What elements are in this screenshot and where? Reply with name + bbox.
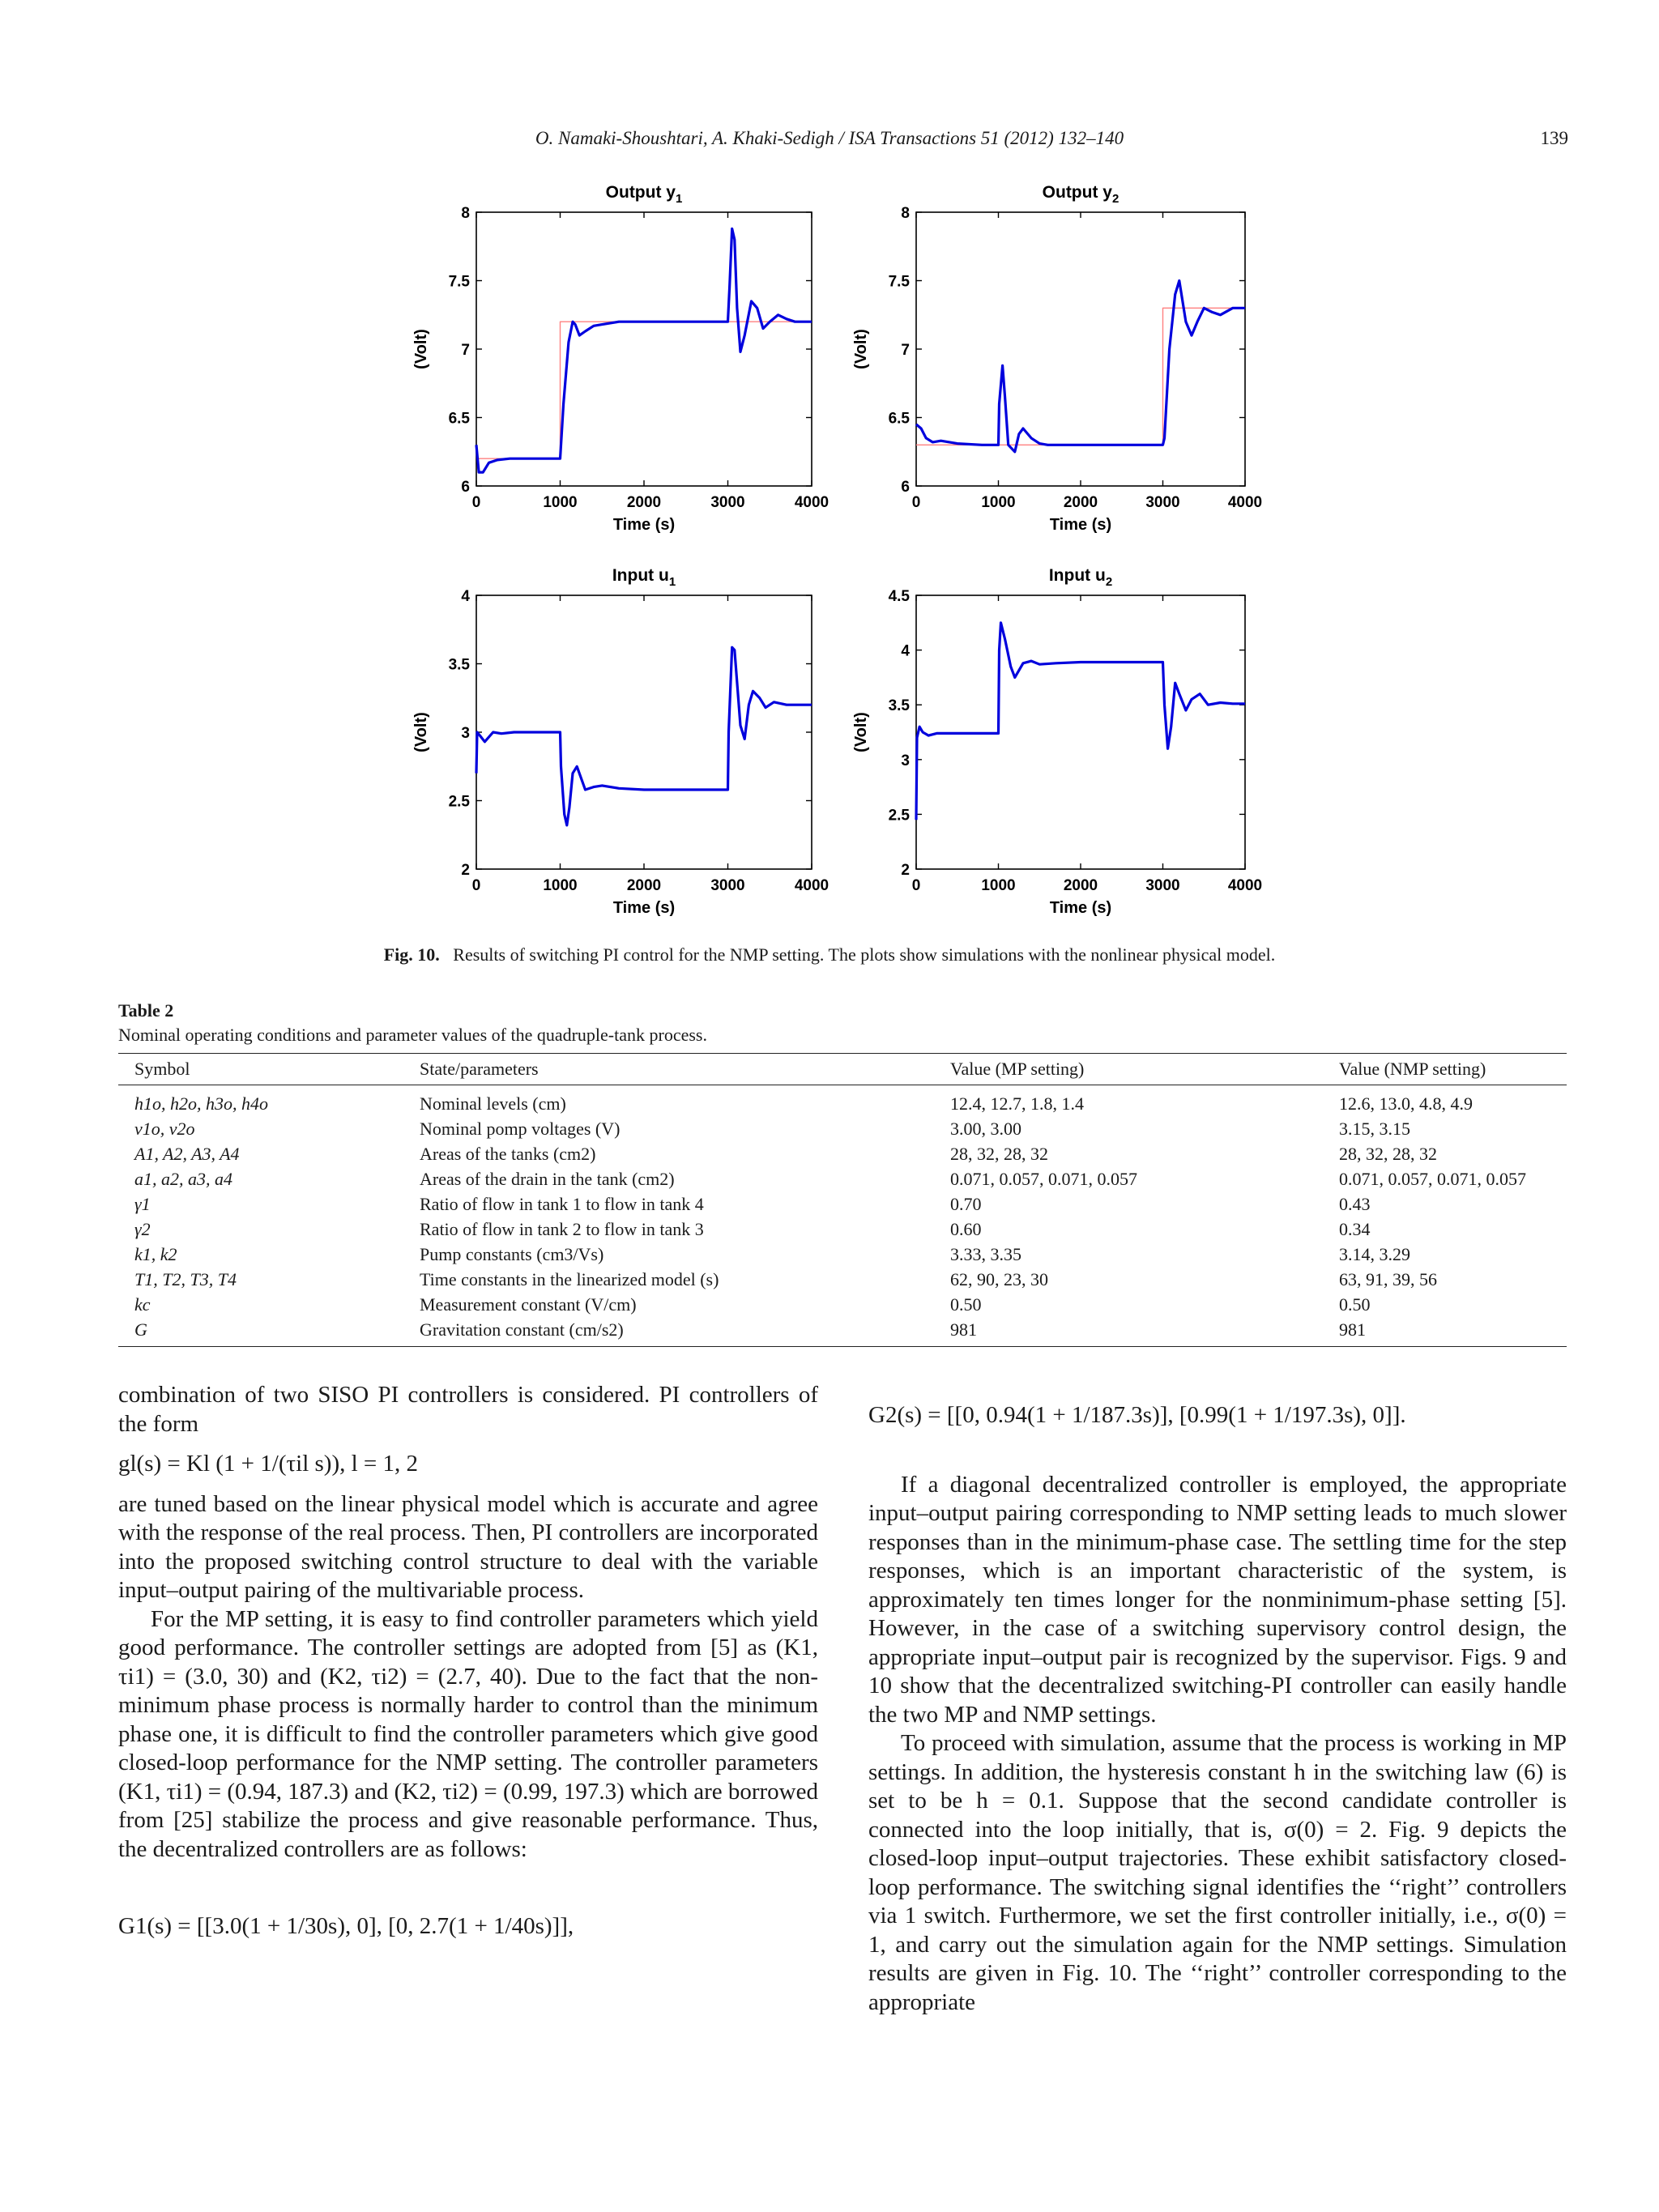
- cell-nmp: 0.50: [1339, 1294, 1371, 1315]
- page-number: 139: [1540, 128, 1568, 148]
- y-tick-label: 7.5: [448, 273, 470, 291]
- table-caption: Nominal operating conditions and parameter values of the quadruple-tank process.: [118, 1025, 707, 1045]
- cell-symbol: γ1: [134, 1194, 151, 1214]
- table-row: [118, 1242, 1567, 1267]
- y-axis-label: (Volt): [852, 712, 870, 752]
- y-tick-label: 6: [461, 479, 470, 496]
- y-tick-label: 3: [461, 725, 470, 742]
- y-tick-label: 2.5: [888, 807, 910, 825]
- y-axis-label: (Volt): [412, 712, 430, 752]
- table-header-row: [118, 1054, 1567, 1085]
- cell-mp: 3.00, 3.00: [950, 1119, 1021, 1139]
- cell-param: Measurement constant (V/cm): [420, 1294, 637, 1315]
- x-tick-label: 4000: [794, 494, 830, 511]
- y-tick-label: 3.5: [448, 656, 470, 674]
- cell-symbol: A1, A2, A3, A4: [134, 1144, 240, 1164]
- x-tick-label: 1000: [543, 494, 578, 511]
- figure-caption: [0, 944, 1659, 965]
- cell-symbol: v1o, v2o: [134, 1119, 195, 1139]
- cell-param: Ratio of flow in tank 2 to flow in tank 3: [420, 1219, 704, 1239]
- cell-nmp: 981: [1323, 1317, 1567, 1347]
- left-paragraph-3: For the MP setting, it is easy to find controller parameters which yield good performance. The controller settings are adopted from [5] as (K1, τi1) = (3.0, 30) and (K2, τi2) = (2.7, 40). Due to the fact that the non-minimum phase process is normally harder to control than the minimum phase one, it is difficult to find the controller parameters which give good closed-loop performance for the NMP setting. The controller parameters (K1, τi1) = (0.94, 187.3) and (K2, τi2) = (0.99, 197.3) which are borrowed from [25] stabilize the process and give reasonable performance. Thus, the decentralized controllers are as follows:: [118, 1605, 818, 1862]
- cell-param: Nominal levels (cm): [420, 1093, 566, 1114]
- x-tick-label: 2000: [626, 877, 662, 894]
- x-tick-label: 3000: [710, 877, 745, 894]
- plot-title: Output $y_2$: [1042, 183, 1120, 206]
- header-value-mp: Value (MP setting): [934, 1054, 1323, 1085]
- cell-nmp: 0.34: [1339, 1219, 1371, 1239]
- cell-param: Ratio of flow in tank 1 to flow in tank 4: [420, 1194, 704, 1214]
- plot-title: Output $y_1$: [605, 183, 683, 206]
- x-tick-label: 1000: [981, 494, 1016, 511]
- y-tick-label: 4: [901, 642, 910, 660]
- cell-symbol: T1, T2, T3, T4: [134, 1269, 237, 1289]
- cell-mp: 981: [934, 1317, 1323, 1347]
- right-paragraph-2: To proceed with simulation, assume that the process is working in MP settings. In addition, the hysteresis constant h in the switching law (6) is set to be h = 0.1. Suppose that the second candidate controller is connected into the loop initially, that is, σ(0) = 2. Fig. 9 depicts the closed-loop input–output trajectories. These exhibit satisfactory closed-loop performance. The switching signal identifies the ‘‘right’’ controllers via 1 switch. Furthermore, we set the first controller initially, i.e., σ(0) = 1, and carry out the simulation again for the NMP settings. Simulation results are given in Fig. 10. The ‘‘right’’ controller corresponding to the appropriate: [868, 1730, 1567, 2015]
- cell-param: Areas of the drain in the tank (cm2): [420, 1169, 675, 1189]
- figure-caption-text: Results of switching PI control for the NMP setting. The plots show simulations with the nonlinear physical model.: [453, 944, 1276, 965]
- cell-nmp: 0.43: [1339, 1194, 1371, 1214]
- y-tick-label: 2: [901, 862, 910, 879]
- x-axis-label: Time (s): [612, 899, 676, 917]
- y-axis-label: (Volt): [852, 329, 870, 369]
- cell-mp: 28, 32, 28, 32: [950, 1144, 1048, 1164]
- plot-frame: [476, 212, 812, 486]
- parameter-table: [118, 1053, 1567, 1347]
- cell-symbol: a1, a2, a3, a4: [134, 1169, 232, 1189]
- equation-pi-form: gl(s) = Kl (1 + 1/(τil s)), l = 1, 2: [118, 1451, 419, 1477]
- x-tick-label: 3000: [1145, 494, 1180, 511]
- response-series-line: [916, 281, 1245, 452]
- figure-10: [0, 0, 1659, 940]
- plot-title: Input $u_2$: [1048, 566, 1113, 589]
- y-tick-label: 2: [461, 862, 470, 879]
- cell-param: Time constants in the linearized model (s): [420, 1269, 719, 1289]
- x-tick-label: 2000: [626, 494, 662, 511]
- cell-mp: 3.33, 3.35: [950, 1244, 1021, 1264]
- reference-series-line: [476, 322, 812, 458]
- x-tick-label: 0: [911, 494, 921, 511]
- x-tick-label: 3000: [1145, 877, 1180, 894]
- header-symbol: Symbol: [118, 1054, 403, 1085]
- y-tick-label: 4: [461, 588, 470, 605]
- cell-param: Gravitation constant (cm/s2): [403, 1317, 934, 1347]
- header-state: State/parameters: [403, 1054, 934, 1085]
- y-tick-label: 2.5: [448, 793, 470, 811]
- cell-param: Nominal pomp voltages (V): [420, 1119, 621, 1139]
- cell-symbol: h1o, h2o, h3o, h4o: [134, 1093, 268, 1114]
- x-tick-label: 4000: [794, 877, 830, 894]
- table-row: [118, 1217, 1567, 1242]
- cell-nmp: 3.15, 3.15: [1339, 1119, 1410, 1139]
- table-row: [118, 1292, 1567, 1317]
- cell-symbol: γ2: [134, 1219, 151, 1239]
- y-tick-label: 7.5: [888, 273, 910, 291]
- plot-title: Input $u_1$: [612, 566, 676, 589]
- cell-nmp: 0.071, 0.057, 0.071, 0.057: [1339, 1169, 1526, 1189]
- equation-g1: G1(s) = [[3.0(1 + 1/30s), 0], [0, 2.7(1 + 1/40s)]],: [118, 1913, 574, 1939]
- running-head: O. Namaki-Shoushtari, A. Khaki-Sedigh / ISA Transactions 51 (2012) 132–140: [535, 128, 1124, 148]
- table-row: [118, 1267, 1567, 1292]
- cell-param: Pump constants (cm3/Vs): [420, 1244, 604, 1264]
- y-tick-label: 3: [901, 752, 910, 769]
- x-tick-label: 0: [471, 494, 481, 511]
- table-row: [118, 1166, 1567, 1191]
- x-tick-label: 0: [911, 877, 921, 894]
- y-tick-label: 6.5: [888, 410, 910, 428]
- y-axis-label: (Volt): [412, 329, 430, 369]
- cell-symbol: G: [118, 1317, 403, 1347]
- x-tick-label: 1000: [543, 877, 578, 894]
- table-row: [118, 1116, 1567, 1141]
- cell-nmp: 12.6, 13.0, 4.8, 4.9: [1339, 1093, 1473, 1114]
- table-row: [118, 1317, 1567, 1347]
- cell-mp: 12.4, 12.7, 1.8, 1.4: [950, 1093, 1084, 1114]
- figure-caption-label: Fig. 10.: [383, 944, 440, 965]
- x-tick-label: 3000: [710, 494, 745, 511]
- right-column: [868, 1401, 1567, 2017]
- y-tick-label: 3.5: [888, 697, 910, 715]
- cell-mp: 0.60: [950, 1219, 982, 1239]
- cell-nmp: 3.14, 3.29: [1339, 1244, 1410, 1264]
- response-series-line: [916, 623, 1245, 820]
- table-row: [118, 1085, 1567, 1117]
- x-tick-label: 2000: [1063, 877, 1098, 894]
- x-axis-label: Time (s): [1049, 516, 1112, 534]
- right-paragraph-1: If a diagonal decentralized controller is employed, the appropriate input–output pairing corresponding to NMP setting leads to much slower responses than in the minimum-phase case. The settling time for the step responses, which is an important characteristic of the system, is approximately ten times longer for the nonminimum-phase setting [5]. However, in the case of a switching supervisory control design, the appropriate input–output pair is recognized by the supervisor. Figs. 9 and 10 show that the decentralized switching-PI controller can easily handle the two MP and NMP settings.: [868, 1471, 1567, 1728]
- cell-symbol: kc: [134, 1294, 151, 1315]
- y-tick-label: 8: [461, 205, 470, 222]
- left-column: [118, 1381, 818, 1941]
- cell-mp: 0.50: [950, 1294, 982, 1315]
- x-tick-label: 4000: [1227, 494, 1263, 511]
- table-title: Table 2: [118, 1000, 174, 1021]
- cell-nmp: 28, 32, 28, 32: [1339, 1144, 1437, 1164]
- x-tick-label: 0: [471, 877, 481, 894]
- y-tick-label: 7: [461, 342, 470, 359]
- x-tick-label: 4000: [1227, 877, 1263, 894]
- cell-mp: 0.70: [950, 1194, 982, 1214]
- left-paragraph-1: combination of two SISO PI controllers is considered. PI controllers of the form: [118, 1382, 818, 1437]
- y-tick-label: 6: [901, 479, 910, 496]
- table-row: [118, 1141, 1567, 1166]
- x-tick-label: 1000: [981, 877, 1016, 894]
- x-axis-label: Time (s): [1049, 899, 1112, 917]
- cell-nmp: 63, 91, 39, 56: [1339, 1269, 1437, 1289]
- y-tick-label: 6.5: [448, 410, 470, 428]
- header-value-nmp: Value (NMP setting): [1323, 1054, 1567, 1085]
- response-series-line: [476, 228, 812, 472]
- y-tick-label: 8: [901, 205, 910, 222]
- y-tick-label: 7: [901, 342, 910, 359]
- equation-g2: G2(s) = [[0, 0.94(1 + 1/187.3s)], [0.99(1 + 1/197.3s), 0]].: [868, 1402, 1406, 1428]
- cell-mp: 62, 90, 23, 30: [950, 1269, 1048, 1289]
- x-axis-label: Time (s): [612, 516, 676, 534]
- y-tick-label: 4.5: [888, 588, 910, 605]
- cell-mp: 0.071, 0.057, 0.071, 0.057: [950, 1169, 1137, 1189]
- cell-symbol: k1, k2: [134, 1244, 177, 1264]
- x-tick-label: 2000: [1063, 494, 1098, 511]
- table-row: [118, 1191, 1567, 1217]
- left-paragraph-2: are tuned based on the linear physical model which is accurate and agree with the response of the real process. Then, PI controllers are incorporated into the proposed switching control structure to deal with the variable input–output pairing of the multivariable process.: [118, 1490, 818, 1603]
- cell-param: Areas of the tanks (cm2): [420, 1144, 596, 1164]
- response-series-line: [476, 647, 812, 825]
